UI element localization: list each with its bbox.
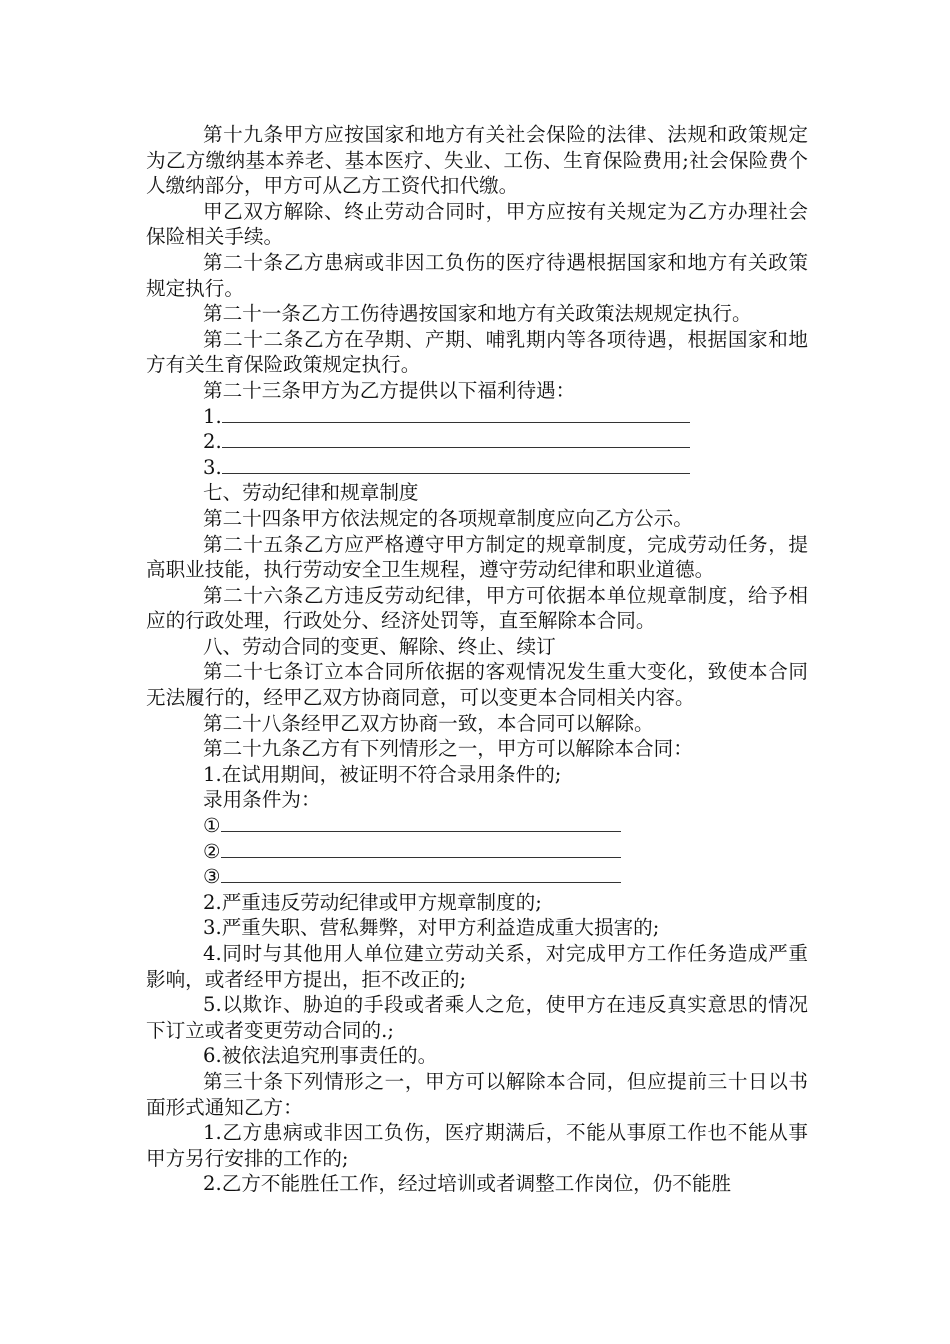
article-21: 第二十一条乙方工伤待遇按国家和地方有关政策法规规定执行。 bbox=[203, 302, 752, 326]
document-page bbox=[146, 122, 808, 1197]
welfare-item-1 bbox=[146, 404, 808, 430]
hiring-condition-2-marker: ② bbox=[203, 839, 221, 863]
hiring-condition-1-blank[interactable] bbox=[221, 813, 621, 832]
hiring-conditions-label: 录用条件为： bbox=[203, 788, 321, 812]
article-24: 第二十四条甲方依法规定的各项规章制度应向乙方公示。 bbox=[203, 506, 693, 530]
welfare-item-3-number: 3. bbox=[203, 455, 222, 479]
article-30-item-2: 2.乙方不能胜任工作，经过培训或者调整工作岗位，仍不能胜 bbox=[203, 1172, 732, 1196]
article-29: 第二十九条乙方有下列情形之一，甲方可以解除本合同： bbox=[203, 737, 693, 761]
hiring-condition-3 bbox=[146, 864, 808, 890]
hiring-condition-3-marker: ③ bbox=[203, 865, 221, 889]
article-29-item-6: 6.被依法追究刑事责任的。 bbox=[203, 1044, 438, 1068]
article-29-item-1: 1.在试用期间，被证明不符合录用条件的; bbox=[203, 762, 562, 786]
article-28: 第二十八条经甲乙双方协商一致，本合同可以解除。 bbox=[203, 711, 654, 735]
article-29-item-4: 4.同时与其他用人单位建立劳动关系，对完成甲方工作任务造成严重影响，或者经甲方提出，拒不改正的; bbox=[146, 942, 808, 991]
article-26: 第二十六条乙方违反劳动纪律，甲方可依据本单位规章制度，给予相应的行政处理，行政处分、经济处罚等，直至解除本合同。 bbox=[146, 583, 808, 633]
article-20: 第二十条乙方患病或非因工负伤的医疗待遇根据国家和地方有关政策规定执行。 bbox=[146, 250, 808, 300]
welfare-item-3-blank[interactable] bbox=[222, 455, 690, 474]
hiring-condition-1 bbox=[146, 813, 808, 839]
section-8-heading: 八、劳动合同的变更、解除、终止、续订 bbox=[203, 634, 556, 658]
article-22: 第二十二条乙方在孕期、产期、哺乳期内等各项待遇，根据国家和地方有关生育保险政策规定执行。 bbox=[146, 327, 808, 377]
hiring-condition-2 bbox=[146, 839, 808, 865]
article-30-item-1: 1.乙方患病或非因工负伤，医疗期满后，不能从事原工作也不能从事甲方另行安排的工作的; bbox=[146, 1121, 808, 1170]
section-7-heading: 七、劳动纪律和规章制度 bbox=[203, 481, 419, 505]
social-insurance-procedure: 甲乙双方解除、终止劳动合同时，甲方应按有关规定为乙方办理社会保险相关手续。 bbox=[146, 199, 808, 249]
welfare-item-1-blank[interactable] bbox=[222, 404, 690, 423]
hiring-condition-1-marker: ① bbox=[203, 814, 221, 838]
article-29-item-3: 3.严重失职、营私舞弊，对甲方利益造成重大损害的; bbox=[203, 916, 660, 940]
hiring-condition-3-blank[interactable] bbox=[221, 864, 621, 883]
article-29-item-2: 2.严重违反劳动纪律或甲方规章制度的; bbox=[203, 890, 542, 914]
article-19: 第十九条甲方应按国家和地方有关社会保险的法律、法规和政策规定为乙方缴纳基本养老、基本医疗、失业、工伤、生育保险费用;社会保险费个人缴纳部分，甲方可从乙方工资代扣代缴。 bbox=[146, 123, 808, 198]
welfare-item-3 bbox=[146, 455, 808, 481]
article-30: 第三十条下列情形之一，甲方可以解除本合同，但应提前三十日以书面形式通知乙方： bbox=[146, 1069, 808, 1119]
welfare-item-2 bbox=[146, 429, 808, 455]
article-23: 第二十三条甲方为乙方提供以下福利待遇： bbox=[203, 378, 576, 402]
article-29-item-5: 5.以欺诈、胁迫的手段或者乘人之危，使甲方在违反真实意思的情况下订立或者变更劳动合同的.; bbox=[146, 993, 808, 1042]
welfare-item-1-number: 1. bbox=[203, 404, 222, 428]
article-27: 第二十七条订立本合同所依据的客观情况发生重大变化，致使本合同无法履行的，经甲乙双方协商同意，可以变更本合同相关内容。 bbox=[146, 660, 808, 710]
article-25: 第二十五条乙方应严格遵守甲方制定的规章制度，完成劳动任务，提高职业技能，执行劳动安全卫生规程，遵守劳动纪律和职业道德。 bbox=[146, 532, 808, 582]
hiring-condition-2-blank[interactable] bbox=[221, 839, 621, 858]
welfare-item-2-number: 2. bbox=[203, 430, 222, 454]
welfare-item-2-blank[interactable] bbox=[222, 429, 690, 448]
